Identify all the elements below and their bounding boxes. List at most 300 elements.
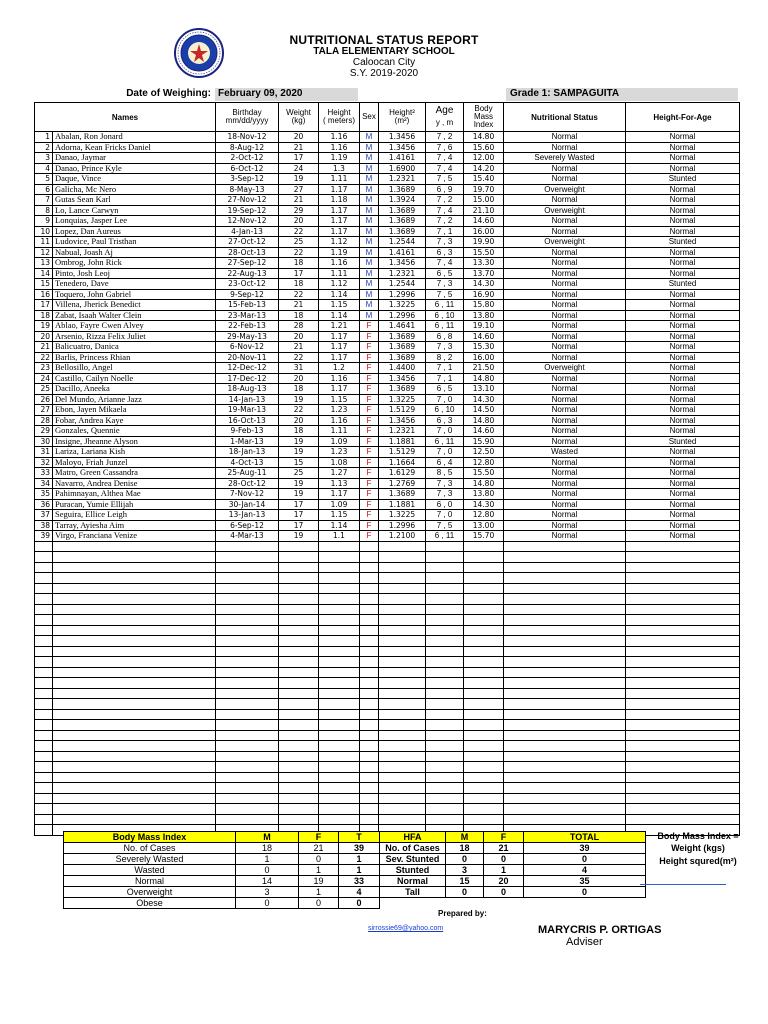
student-height: 1.17 [319, 226, 360, 237]
student-birthday: 3-Sep-12 [216, 174, 279, 185]
student-age: 8 , 5 [426, 468, 464, 479]
empty-cell [319, 583, 360, 594]
empty-cell [379, 625, 426, 636]
student-birthday: 19-Mar-13 [216, 405, 279, 416]
empty-cell [35, 594, 53, 605]
empty-cell [35, 814, 53, 825]
student-sex: F [360, 384, 379, 395]
empty-cell [426, 793, 464, 804]
student-weight: 17 [279, 510, 319, 521]
table-row [35, 447, 740, 458]
student-sex: M [360, 153, 379, 164]
student-height: 1.14 [319, 289, 360, 300]
student-weight: 22 [279, 226, 319, 237]
student-weight: 22 [279, 405, 319, 416]
student-age: 7 , 1 [426, 373, 464, 384]
bmi-formula-line1: Body Mass Index = [657, 831, 739, 841]
table-row [35, 153, 740, 164]
hfa-summary-female: 21 [484, 843, 524, 854]
student-height-for-age: Normal [626, 142, 740, 153]
table-row [35, 352, 740, 363]
bmi-summary-female: 19 [299, 876, 339, 887]
student-height-squared: 1.3456 [379, 132, 426, 143]
empty-cell [279, 562, 319, 573]
student-name: Lonquias, Jasper Lee [53, 216, 216, 227]
student-bmi: 13.80 [464, 489, 504, 500]
empty-cell [464, 636, 504, 647]
empty-row [35, 594, 740, 605]
empty-cell [464, 793, 504, 804]
student-number: 29 [35, 426, 53, 437]
empty-cell [319, 604, 360, 615]
adviser-name: MARYCRIS P. ORTIGAS [538, 924, 662, 936]
hfa-summary-total: 35 [524, 876, 646, 887]
hfa-summary-label: Tall [380, 887, 446, 898]
student-height: 1.17 [319, 384, 360, 395]
student-birthday: 14-Jan-13 [216, 394, 279, 405]
table-row [35, 237, 740, 248]
empty-cell [216, 636, 279, 647]
empty-row [35, 541, 740, 552]
empty-cell [504, 751, 626, 762]
student-nutritional-status: Normal [504, 478, 626, 489]
empty-cell [504, 814, 626, 825]
empty-cell [216, 688, 279, 699]
hfa-summary-header: TOTAL [524, 832, 646, 843]
age-header: Age y , m [426, 103, 464, 132]
student-nutritional-status: Severely Wasted [504, 153, 626, 164]
hfa-summary-total: 39 [524, 843, 646, 854]
student-bmi: 14.60 [464, 216, 504, 227]
hfa-summary-label: Sev. Stunted [380, 854, 446, 865]
student-number: 32 [35, 457, 53, 468]
student-age: 6 , 11 [426, 300, 464, 311]
student-name: Gonzales, Quennie [53, 426, 216, 437]
student-weight: 21 [279, 195, 319, 206]
bmi-summary-label: Wasted [64, 865, 236, 876]
student-number: 21 [35, 342, 53, 353]
bmi-summary-male: 1 [236, 854, 299, 865]
student-height-for-age: Normal [626, 531, 740, 542]
student-name: Adorna, Kean Fricks Daniel [53, 142, 216, 153]
student-age: 8 , 2 [426, 352, 464, 363]
student-height: 1.16 [319, 258, 360, 269]
student-birthday: 18-Nov-12 [216, 132, 279, 143]
student-name: Tarray, Ayiesha Aim [53, 520, 216, 531]
empty-row [35, 741, 740, 752]
student-weight: 25 [279, 468, 319, 479]
table-row [35, 468, 740, 479]
table-row [35, 478, 740, 489]
bmi-summary-total: 1 [339, 865, 380, 876]
empty-cell [216, 552, 279, 563]
empty-cell [360, 667, 379, 678]
student-weight: 18 [279, 384, 319, 395]
empty-cell [53, 730, 216, 741]
empty-cell [360, 709, 379, 720]
empty-cell [35, 783, 53, 794]
empty-cell [35, 562, 53, 573]
student-birthday: 28-Oct-13 [216, 247, 279, 258]
empty-cell [319, 793, 360, 804]
student-number: 33 [35, 468, 53, 479]
student-birthday: 13-Jan-13 [216, 510, 279, 521]
student-number: 37 [35, 510, 53, 521]
student-birthday: 1-Mar-13 [216, 436, 279, 447]
empty-cell [360, 783, 379, 794]
empty-cell [626, 720, 740, 731]
table-row [35, 373, 740, 384]
student-height-for-age: Normal [626, 289, 740, 300]
empty-cell [216, 762, 279, 773]
table-row [35, 363, 740, 374]
student-height-squared: 1.5129 [379, 447, 426, 458]
student-height-squared: 1.3456 [379, 142, 426, 153]
student-height-squared: 1.4161 [379, 247, 426, 258]
student-weight: 19 [279, 531, 319, 542]
student-height-for-age: Normal [626, 478, 740, 489]
student-height-for-age: Stunted [626, 237, 740, 248]
empty-cell [279, 636, 319, 647]
bmi-summary-header: Body Mass Index [64, 832, 236, 843]
table-row [35, 142, 740, 153]
empty-cell [279, 541, 319, 552]
student-sex: F [360, 457, 379, 468]
student-weight: 17 [279, 268, 319, 279]
student-age: 7 , 6 [426, 142, 464, 153]
table-row [35, 132, 740, 143]
student-nutritional-status: Normal [504, 373, 626, 384]
student-birthday: 6-Nov-12 [216, 342, 279, 353]
student-height-squared: 1.3225 [379, 510, 426, 521]
student-number: 1 [35, 132, 53, 143]
student-bmi: 16.00 [464, 226, 504, 237]
bmi-summary-female: 21 [299, 843, 339, 854]
student-bmi: 14.60 [464, 426, 504, 437]
student-weight: 31 [279, 363, 319, 374]
empty-cell [464, 783, 504, 794]
empty-cell [53, 625, 216, 636]
empty-cell [504, 604, 626, 615]
student-birthday: 2-Oct-12 [216, 153, 279, 164]
student-number: 23 [35, 363, 53, 374]
student-table [34, 102, 740, 836]
student-nutritional-status: Wasted [504, 447, 626, 458]
student-age: 6 , 10 [426, 310, 464, 321]
empty-cell [319, 804, 360, 815]
student-nutritional-status: Normal [504, 468, 626, 479]
empty-cell [360, 636, 379, 647]
student-number: 36 [35, 499, 53, 510]
summary-blank [380, 898, 446, 909]
student-number: 9 [35, 216, 53, 227]
empty-cell [426, 583, 464, 594]
adviser-role: Adviser [566, 936, 603, 948]
empty-cell [216, 562, 279, 573]
student-weight: 24 [279, 163, 319, 174]
student-age: 6 , 8 [426, 331, 464, 342]
student-name: Castillo, Cailyn Noelle [53, 373, 216, 384]
grade-section: Grade 1: SAMPAGUITA [506, 88, 738, 101]
student-age: 7 , 4 [426, 163, 464, 174]
student-height: 1.27 [319, 468, 360, 479]
student-height-squared: 1.3225 [379, 394, 426, 405]
student-weight: 18 [279, 426, 319, 437]
student-weight: 29 [279, 205, 319, 216]
empty-cell [504, 709, 626, 720]
student-number: 6 [35, 184, 53, 195]
student-number: 28 [35, 415, 53, 426]
student-height-for-age: Normal [626, 132, 740, 143]
empty-row [35, 573, 740, 584]
empty-cell [216, 804, 279, 815]
student-name: Navarro, Andrea Denise [53, 478, 216, 489]
empty-cell [319, 678, 360, 689]
student-age: 7 , 3 [426, 478, 464, 489]
student-sex: F [360, 436, 379, 447]
empty-cell [626, 667, 740, 678]
student-sex: F [360, 447, 379, 458]
hfa-summary-header: HFA [380, 832, 446, 843]
student-number: 25 [35, 384, 53, 395]
empty-cell [626, 688, 740, 699]
empty-cell [426, 615, 464, 626]
student-age: 7 , 2 [426, 216, 464, 227]
empty-cell [216, 625, 279, 636]
empty-cell [379, 699, 426, 710]
summary-blank [484, 898, 524, 909]
school-year: S.Y. 2019-2020 [349, 68, 419, 79]
student-number: 38 [35, 520, 53, 531]
student-height-squared: 1.1881 [379, 436, 426, 447]
empty-cell [464, 646, 504, 657]
student-sex: F [360, 352, 379, 363]
student-bmi: 14.80 [464, 478, 504, 489]
empty-cell [379, 730, 426, 741]
student-birthday: 17-Dec-12 [216, 373, 279, 384]
table-row [35, 342, 740, 353]
height-for-age-header: Height-For-Age [626, 103, 740, 132]
student-height-for-age: Normal [626, 331, 740, 342]
empty-cell [464, 709, 504, 720]
empty-cell [626, 583, 740, 594]
empty-row [35, 636, 740, 647]
empty-cell [53, 751, 216, 762]
student-age: 6 , 9 [426, 184, 464, 195]
student-name: Lo, Lance Carwyn [53, 205, 216, 216]
student-birthday: 9-Sep-12 [216, 289, 279, 300]
empty-cell [216, 583, 279, 594]
student-age: 7 , 1 [426, 226, 464, 237]
empty-cell [216, 793, 279, 804]
empty-cell [279, 615, 319, 626]
student-birthday: 22-Aug-13 [216, 268, 279, 279]
empty-cell [319, 741, 360, 752]
empty-cell [360, 730, 379, 741]
student-name: Balicuatro, Danica [53, 342, 216, 353]
empty-cell [426, 604, 464, 615]
empty-cell [626, 552, 740, 563]
empty-cell [53, 720, 216, 731]
table-row [35, 184, 740, 195]
student-number: 30 [35, 436, 53, 447]
student-height-squared: 1.2996 [379, 310, 426, 321]
empty-cell [319, 636, 360, 647]
empty-cell [504, 678, 626, 689]
student-birthday: 22-Feb-13 [216, 321, 279, 332]
empty-cell [426, 541, 464, 552]
hfa-summary-label: Normal [380, 876, 446, 887]
student-birthday: 9-Feb-13 [216, 426, 279, 437]
student-birthday: 19-Sep-12 [216, 205, 279, 216]
student-name: Dacillo, Aneeka [53, 384, 216, 395]
student-height-for-age: Normal [626, 153, 740, 164]
empty-row [35, 772, 740, 783]
student-height-for-age: Normal [626, 489, 740, 500]
student-age: 7 , 5 [426, 289, 464, 300]
student-age: 6 , 0 [426, 499, 464, 510]
student-height: 1.17 [319, 184, 360, 195]
student-name: Pinto, Josh Leoj [53, 268, 216, 279]
hfa-summary-male: 0 [446, 887, 484, 898]
empty-cell [53, 636, 216, 647]
empty-cell [504, 688, 626, 699]
empty-cell [379, 636, 426, 647]
student-bmi: 16.00 [464, 352, 504, 363]
weight-header: Weight (kg) [279, 103, 319, 132]
student-name: Villena, Jherick Benedict [53, 300, 216, 311]
student-age: 6 , 3 [426, 415, 464, 426]
empty-cell [35, 772, 53, 783]
empty-cell [35, 751, 53, 762]
student-height-for-age: Normal [626, 321, 740, 332]
bmi-summary-label: Obese [64, 898, 236, 909]
empty-cell [504, 573, 626, 584]
empty-cell [504, 730, 626, 741]
empty-cell [319, 615, 360, 626]
student-name: Danao, Prince Kyle [53, 163, 216, 174]
empty-cell [35, 678, 53, 689]
student-height-for-age: Normal [626, 426, 740, 437]
student-number: 8 [35, 205, 53, 216]
student-number: 16 [35, 289, 53, 300]
student-nutritional-status: Normal [504, 174, 626, 185]
student-height-squared: 1.4400 [379, 363, 426, 374]
student-height: 1.12 [319, 279, 360, 290]
empty-cell [319, 751, 360, 762]
student-height: 1.17 [319, 205, 360, 216]
empty-cell [53, 552, 216, 563]
student-number: 31 [35, 447, 53, 458]
empty-cell [360, 751, 379, 762]
empty-cell [216, 730, 279, 741]
student-height-squared: 1.3456 [379, 415, 426, 426]
student-weight: 19 [279, 489, 319, 500]
student-weight: 19 [279, 394, 319, 405]
empty-cell [464, 594, 504, 605]
names-header: Names [35, 103, 216, 132]
empty-cell [279, 762, 319, 773]
student-weight: 18 [279, 310, 319, 321]
empty-cell [379, 804, 426, 815]
empty-cell [426, 636, 464, 647]
student-weight: 21 [279, 300, 319, 311]
table-row [35, 426, 740, 437]
height-header: Height ( meters) [319, 103, 360, 132]
student-nutritional-status: Normal [504, 268, 626, 279]
empty-cell [279, 793, 319, 804]
student-weight: 19 [279, 436, 319, 447]
empty-cell [360, 625, 379, 636]
student-nutritional-status: Normal [504, 352, 626, 363]
empty-cell [464, 751, 504, 762]
student-height-for-age: Normal [626, 268, 740, 279]
student-height-for-age: Normal [626, 310, 740, 321]
empty-cell [504, 720, 626, 731]
student-sex: M [360, 310, 379, 321]
bmi-summary-label: Normal [64, 876, 236, 887]
student-bmi: 14.20 [464, 163, 504, 174]
student-weight: 17 [279, 153, 319, 164]
student-sex: M [360, 163, 379, 174]
email-link[interactable]: sirrossie69@yahoo.com [368, 925, 444, 932]
student-height: 1.11 [319, 426, 360, 437]
empty-cell [464, 814, 504, 825]
summary-row [64, 865, 646, 876]
student-weight: 20 [279, 373, 319, 384]
student-age: 7 , 3 [426, 489, 464, 500]
empty-cell [504, 741, 626, 752]
student-name: Arsenio, Rizza Felix Juliet [53, 331, 216, 342]
empty-cell [279, 678, 319, 689]
empty-cell [279, 583, 319, 594]
empty-cell [426, 625, 464, 636]
empty-cell [360, 720, 379, 731]
empty-cell [35, 730, 53, 741]
summary-row [64, 898, 646, 909]
empty-cell [360, 657, 379, 668]
student-nutritional-status: Normal [504, 331, 626, 342]
sex-header: Sex [360, 103, 379, 132]
student-birthday: 23-Mar-13 [216, 310, 279, 321]
bmi-summary-male: 18 [236, 843, 299, 854]
empty-row [35, 615, 740, 626]
student-bmi: 12.80 [464, 510, 504, 521]
student-birthday: 6-Sep-12 [216, 520, 279, 531]
student-birthday: 12-Dec-12 [216, 363, 279, 374]
student-name: Bellosillo, Angel [53, 363, 216, 374]
student-bmi: 21.10 [464, 205, 504, 216]
student-name: Puracan, Yumie Ellijah [53, 499, 216, 510]
student-age: 6 , 11 [426, 436, 464, 447]
empty-cell [53, 573, 216, 584]
student-name: Fobar, Andrea Kaye [53, 415, 216, 426]
empty-cell [504, 783, 626, 794]
empty-cell [319, 709, 360, 720]
student-sex: F [360, 531, 379, 542]
empty-cell [426, 772, 464, 783]
empty-cell [504, 541, 626, 552]
empty-cell [279, 594, 319, 605]
student-height-squared: 1.6900 [379, 163, 426, 174]
empty-cell [53, 562, 216, 573]
student-bmi: 15.40 [464, 174, 504, 185]
empty-cell [53, 583, 216, 594]
hfa-summary-male: 0 [446, 854, 484, 865]
student-height: 1.08 [319, 457, 360, 468]
student-name: Barlis, Princess Rhian [53, 352, 216, 363]
student-sex: M [360, 216, 379, 227]
